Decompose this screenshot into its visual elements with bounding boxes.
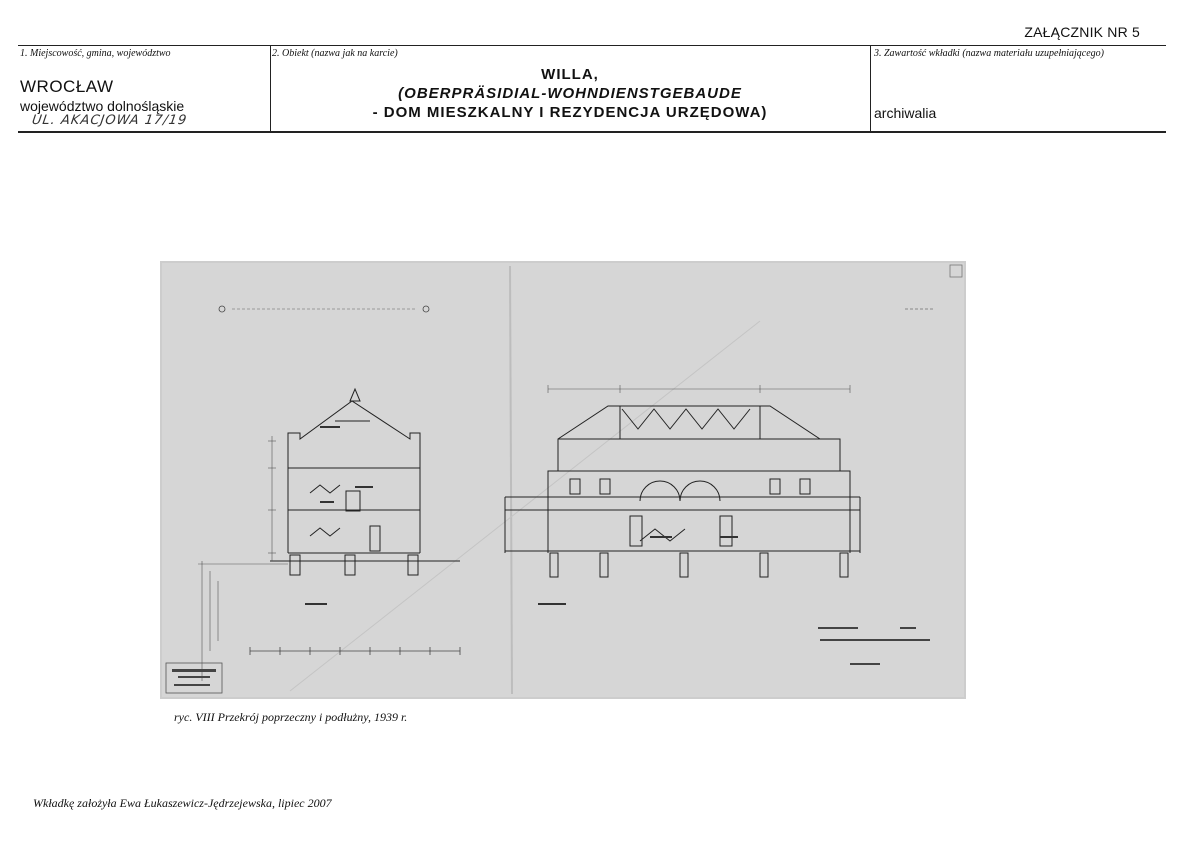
title-line-1: WILLA, [541,66,599,83]
location-cell [18,46,271,131]
object-cell [270,46,871,131]
title-line-2: (OBERPRÄSIDIAL-WOHNDIENSTGEBAUDE [398,85,742,102]
object-title [270,65,870,122]
title-line-3: - DOM MIESZKALNY I REZYDENCJA URZĘDOWA) [372,104,768,121]
annex-label: ZAŁĄCZNIK NR 5 [1024,24,1140,40]
handwritten-address: UL. AKACJOWA 17/19 [30,113,189,128]
city-name: WROCŁAW [20,77,114,96]
header-table [18,45,1166,133]
content-value: archiwalia [874,105,937,121]
content-cell [872,46,1166,131]
figure-caption: ryc. VIII Przekrój poprzeczny i podłużny, 1939 r. [174,710,408,724]
section-drawing-illustration [160,261,966,699]
region-name: województwo dolnośląskie [20,98,185,114]
content-label: 3. Zawartość wkładki (nazwa materiału uzupełniającego) [874,48,1104,59]
architectural-section-drawing [160,261,966,699]
object-label: 2. Obiekt (nazwa jak na karcie) [272,48,398,59]
location-label: 1. Miejscowość, gmina, województwo [20,48,171,59]
footer-author: Wkładkę założyła Ewa Łukaszewicz-Jędrzejewska, lipiec 2007 [33,796,332,810]
